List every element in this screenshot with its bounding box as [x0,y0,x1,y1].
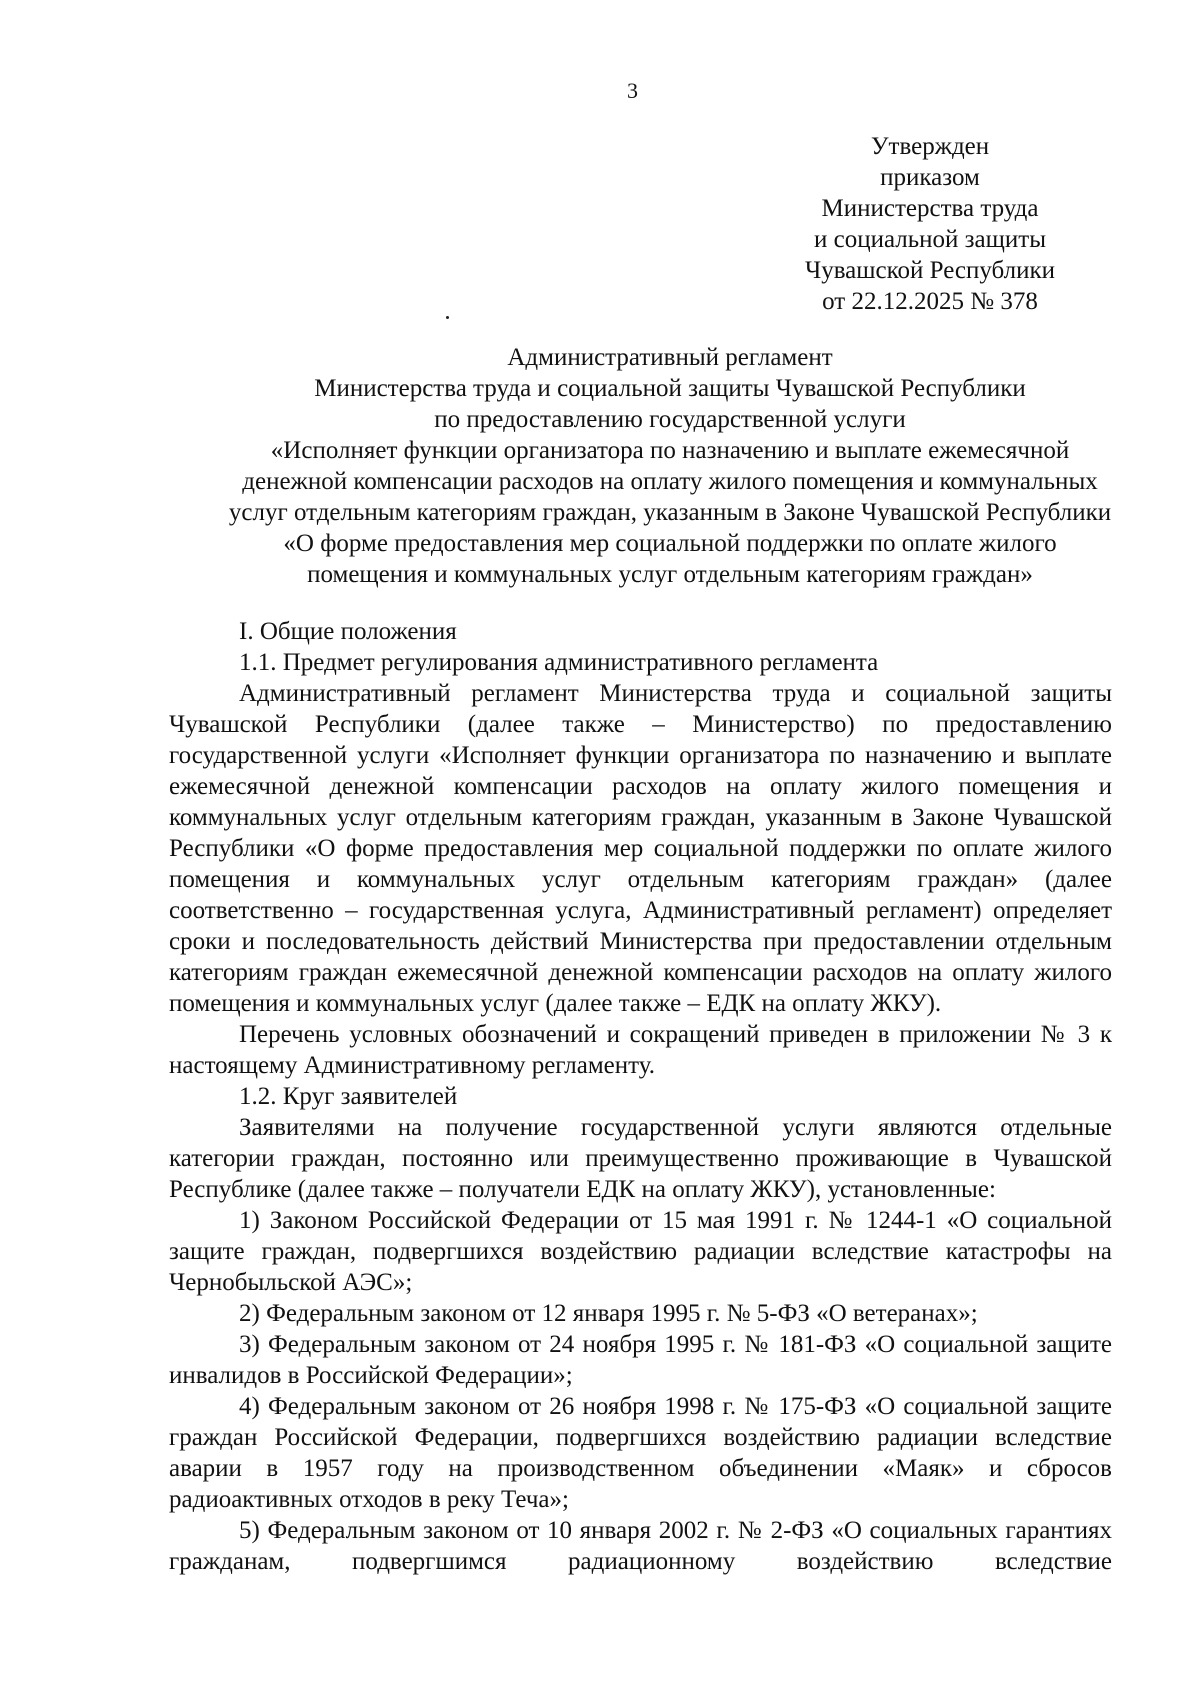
title-line: Административный регламент [507,344,833,371]
approval-stamp-block [770,131,1090,317]
approval-line: Министерства труда [821,195,1039,222]
approval-line: и социальной защиты [813,226,1046,253]
approval-line: от 22.12.2025 № 378 [822,288,1038,315]
title-line: Министерства труда и социальной защиты Чувашской Республики [314,375,1026,402]
approval-line: приказом [880,164,980,191]
title-line: помещения и коммунальных услуг отдельным категориям граждан» [307,561,1033,588]
paragraph: Перечень условных обозначений и сокращений приведен в приложении № 3 к настоящему Административному регламенту. [169,1021,1112,1079]
paragraph: Заявителями на получение государственной услуги являются отдельные категории граждан, постоянно или преимущественно проживающие в Чувашской Республике (далее также – получатели ЕДК на оплату ЖКУ), установленные: [169,1114,1112,1203]
title-line: «Исполняет функции организатора по назначению и выплате ежемесячной [270,437,1070,464]
scan-dot [446,316,449,319]
section-heading: I. Общие положения [239,618,457,645]
subsection-heading: 1.1. Предмет регулирования административного регламента [239,649,879,676]
document-body [169,616,1112,1577]
list-item: 2) Федеральным законом от 12 января 1995 г. № 5-ФЗ «О ветеранах»; [239,1300,978,1327]
page-number: 3 [627,78,638,103]
list-item: 5) Федеральным законом от 10 января 2002 г. № 2-ФЗ «О социальных гарантиях гражданам, подвергшимся радиационному воздействию вследствие [169,1517,1112,1575]
subsection-heading: 1.2. Круг заявителей [239,1083,458,1110]
approval-line: Утвержден [870,133,990,160]
title-line: «О форме предоставления мер социальной поддержки по оплате жилого [283,530,1057,557]
approval-line: Чувашской Республики [804,257,1056,284]
list-item: 1) Законом Российской Федерации от 15 мая 1991 г. № 1244-1 «О социальной защите граждан, подвергшихся воздействию радиации вследствие катастрофы на Чернобыльской АЭС»; [169,1207,1112,1296]
title-line: услуг отдельным категориям граждан, указанным в Законе Чувашской Республики [228,499,1112,526]
paragraph: Административный регламент Министерства труда и социальной защиты Чувашской Республики (далее также – Министерство) по предоставлению государственной услуги «Исполняет функции организатора по назначению и выплате ежемесячной денежной компенсации расходов на оплату жилого помещения и коммунальных услуг отдельным категориям граждан, указанным в Законе Чувашской Республики «О форме предоставления мер социальной поддержки по оплате жилого помещения и коммунальных услуг отдельным категориям граждан» (далее соответственно – государственная услуга, Административный регламент) определяет сроки и последовательность действий Министерства при предоставлении отдельным категориям граждан ежемесячной денежной компенсации расходов на оплату жилого помещения и коммунальных услуг (далее также – ЕДК на оплату ЖКУ). [169,680,1112,1017]
document-title [150,342,1190,590]
title-line: по предоставлению государственной услуги [434,406,906,433]
list-item: 3) Федеральным законом от 24 ноября 1995 г. № 181-ФЗ «О социальной защите инвалидов в Российской Федерации»; [169,1331,1112,1389]
list-item: 4) Федеральным законом от 26 ноября 1998 г. № 175-ФЗ «О социальной защите граждан Российской Федерации, подвергшихся воздействию радиации вследствие аварии в 1957 году на производственном объединении «Маяк» и сбросов радиоактивных отходов в реку Теча»; [169,1393,1112,1513]
title-line: денежной компенсации расходов на оплату жилого помещения и коммунальных [242,468,1098,495]
